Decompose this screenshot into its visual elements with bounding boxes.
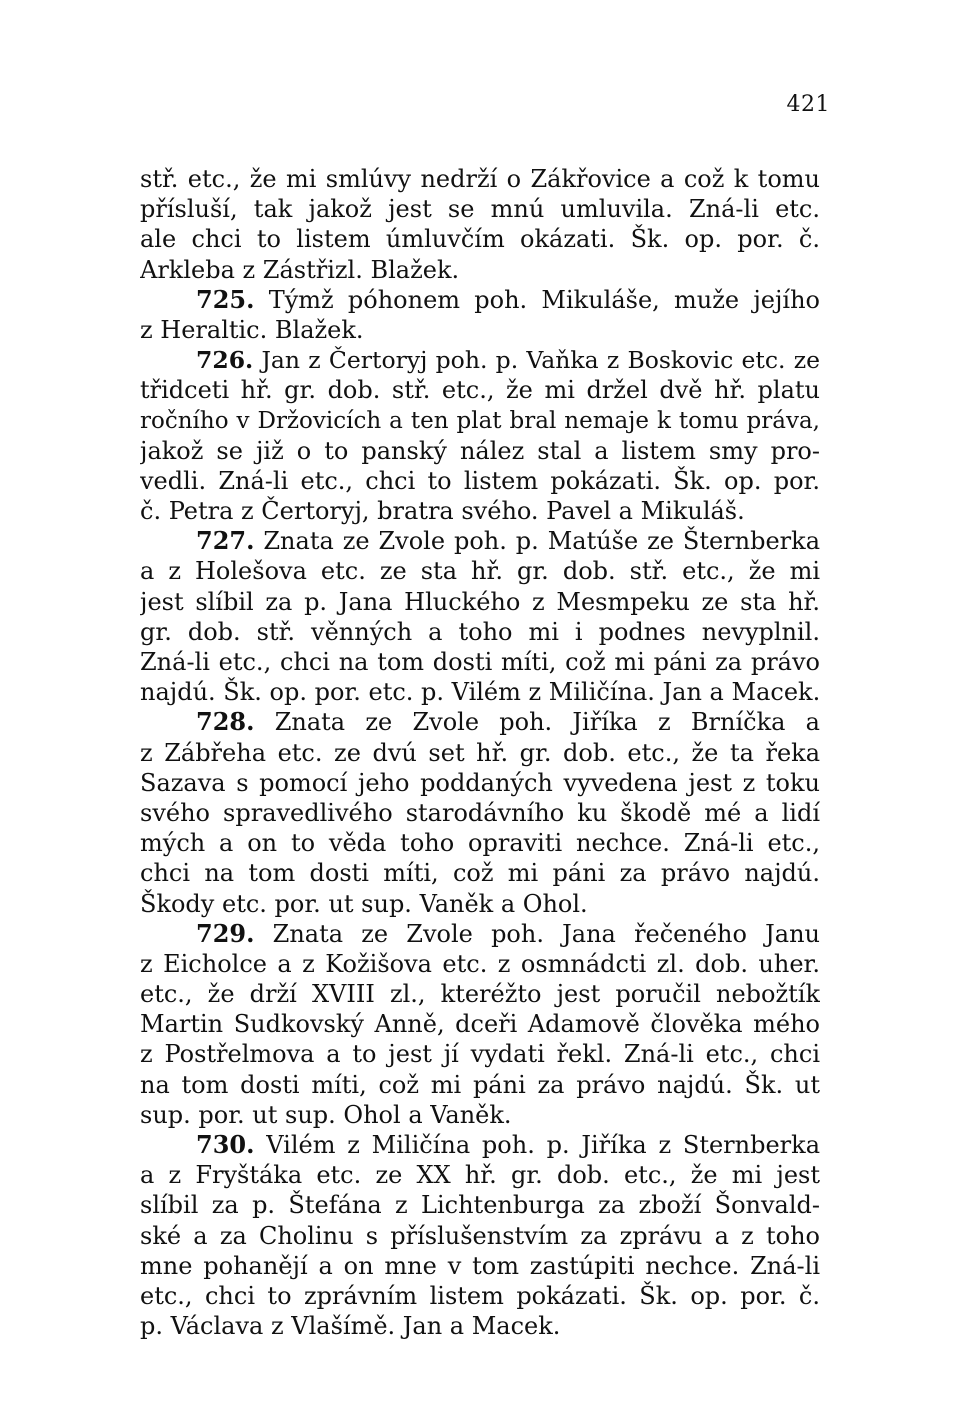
line-text: a z Fryštáka etc. ze XX hř. gr. dob. etc., že mi jest xyxy=(140,1161,820,1190)
text-line xyxy=(140,1070,820,1100)
text-line xyxy=(140,285,820,315)
entry-number: 725. xyxy=(196,284,255,314)
entry-number: 728. xyxy=(196,707,255,737)
text-line xyxy=(140,526,820,556)
text-line xyxy=(140,556,820,586)
text-line xyxy=(140,798,820,828)
text-line xyxy=(140,194,820,224)
line-text: Škody etc. por. ut sup. Vaněk a Ohol. xyxy=(140,889,588,918)
text-line xyxy=(140,496,820,526)
text-line xyxy=(140,1251,820,1281)
line-text: Zná-li etc., chci na tom dosti míti, což mi páni za právo xyxy=(140,648,820,676)
line-text: vedli. Zná-li etc., chci to listem pokázati. Šk. op. por. xyxy=(140,466,820,495)
line-text: etc., chci to zprávním listem pokázati. Šk. op. por. č. xyxy=(140,1281,820,1310)
line-text: Týmž póhonem poh. Mikuláše, muže jejího xyxy=(254,285,820,314)
text-line xyxy=(140,647,820,677)
line-text: jest slíbil za p. Jana Hluckého z Mesmpeku ze sta hř. xyxy=(140,587,820,616)
text-line xyxy=(140,587,820,617)
text-line xyxy=(140,677,820,707)
text-line xyxy=(140,707,820,737)
text-line xyxy=(140,1130,820,1160)
line-text: č. Petra z Čertoryj, bratra svého. Pavel a Mikuláš. xyxy=(140,497,745,526)
line-text: z Eicholce a z Kožišova etc. z osmnádcti zl. dob. uher. xyxy=(140,949,820,978)
entry-number: 729. xyxy=(196,918,255,948)
text-line xyxy=(140,949,820,979)
body-text xyxy=(140,164,820,1341)
line-text: chci na tom dosti míti, což mi páni za právo najdú. xyxy=(140,859,820,888)
line-text: ale chci to listem úmluvčím okázati. Šk. op. por. č. xyxy=(140,225,820,254)
text-line xyxy=(140,889,820,919)
line-text: z Postřelmova a to jest jí vydati řekl. Zná-li etc., chci xyxy=(140,1040,820,1069)
line-text: p. Václava z Vlašímě. Jan a Macek. xyxy=(140,1312,561,1341)
text-line xyxy=(140,255,820,285)
text-line xyxy=(140,1190,820,1220)
text-line xyxy=(140,1009,820,1039)
text-line xyxy=(140,375,820,405)
text-line xyxy=(140,1039,820,1069)
text-line xyxy=(140,224,820,254)
line-text: ročního v Držovicích a ten plat bral nemaje k tomu práva, xyxy=(140,407,820,434)
line-text: Znata ze Zvole poh. Jana řečeného Janu xyxy=(254,919,820,948)
line-text: slíbil za p. Štefána z Lichtenburga za zboží Šonvald- xyxy=(140,1191,820,1220)
text-line xyxy=(140,406,820,436)
text-line xyxy=(140,345,820,375)
page-number: 421 xyxy=(786,92,830,117)
text-line xyxy=(140,828,820,858)
entry-number: 730. xyxy=(196,1130,255,1159)
text-line xyxy=(140,1100,820,1130)
text-line xyxy=(140,858,820,888)
text-line xyxy=(140,436,820,466)
text-line xyxy=(140,1311,820,1341)
entry-number: 726. xyxy=(196,346,254,375)
line-text: Sazava s pomocí jeho poddaných vyvedena jest z toku xyxy=(140,768,820,797)
text-line xyxy=(140,738,820,768)
line-text: stř. etc., že mi smlúvy nedrží o Zákřovice a což k tomu xyxy=(140,165,820,193)
line-text: přísluší, tak jakož jest se mnú umluvila. Zná-li etc. xyxy=(140,195,820,224)
line-text: Vilém z Miličína poh. p. Jiříka z Sternberka xyxy=(254,1131,820,1159)
line-text: gr. dob. stř. věnných a toho mi i podnes nevyplnil. xyxy=(140,617,820,646)
text-line xyxy=(140,466,820,496)
line-text: etc., že drží XVIII zl., kteréžto jest poručil nebožtík xyxy=(140,980,820,1009)
line-text: svého spravedlivého starodávního ku škodě mé a lidí xyxy=(140,798,820,827)
text-line xyxy=(140,768,820,798)
line-text: sup. por. ut sup. Ohol a Vaněk. xyxy=(140,1100,512,1129)
line-text: Znata ze Zvole poh. p. Matúše ze Šternberka xyxy=(254,527,820,556)
line-text: Jan z Čertoryj poh. p. Vaňka z Boskovic etc. ze xyxy=(253,346,820,375)
text-line xyxy=(140,315,820,345)
line-text: z Zábřeha etc. ze dvú set hř. gr. dob. etc., že ta řeka xyxy=(140,738,820,767)
line-text: mých a on to věda toho opraviti nechce. Zná-li etc., xyxy=(140,829,820,858)
text-line xyxy=(140,979,820,1009)
line-text: Arkleba z Zástřizl. Blažek. xyxy=(140,255,460,284)
line-text: na tom dosti míti, což mi páni za právo najdú. Šk. ut xyxy=(140,1070,820,1099)
line-text: jakož se již o to panský nález stal a listem smy pro- xyxy=(140,436,820,465)
text-line xyxy=(140,1160,820,1190)
text-line xyxy=(140,617,820,647)
line-text: z Heraltic. Blažek. xyxy=(140,315,364,344)
text-line xyxy=(140,164,820,194)
line-text: mne pohanějí a on mne v tom zastúpiti nechce. Zná-li xyxy=(140,1251,820,1280)
entry-number: 727. xyxy=(196,526,255,556)
text-line xyxy=(140,1281,820,1311)
line-text: třidceti hř. gr. dob. stř. etc., že mi držel dvě hř. platu xyxy=(140,376,820,405)
line-text: ské a za Cholinu s příslušenstvím za zprávu a z toho xyxy=(140,1221,820,1250)
line-text: a z Holešova etc. ze sta hř. gr. dob. stř. etc., že mi xyxy=(140,557,820,586)
text-line xyxy=(140,919,820,949)
line-text: Znata ze Zvole poh. Jiříka z Brníčka a xyxy=(254,708,820,737)
text-line xyxy=(140,1221,820,1251)
line-text: najdú. Šk. op. por. etc. p. Vilém z Miličína. Jan a Macek. xyxy=(140,678,820,707)
line-text: Martin Sudkovský Anně, dceři Adamově člověka mého xyxy=(140,1010,820,1039)
